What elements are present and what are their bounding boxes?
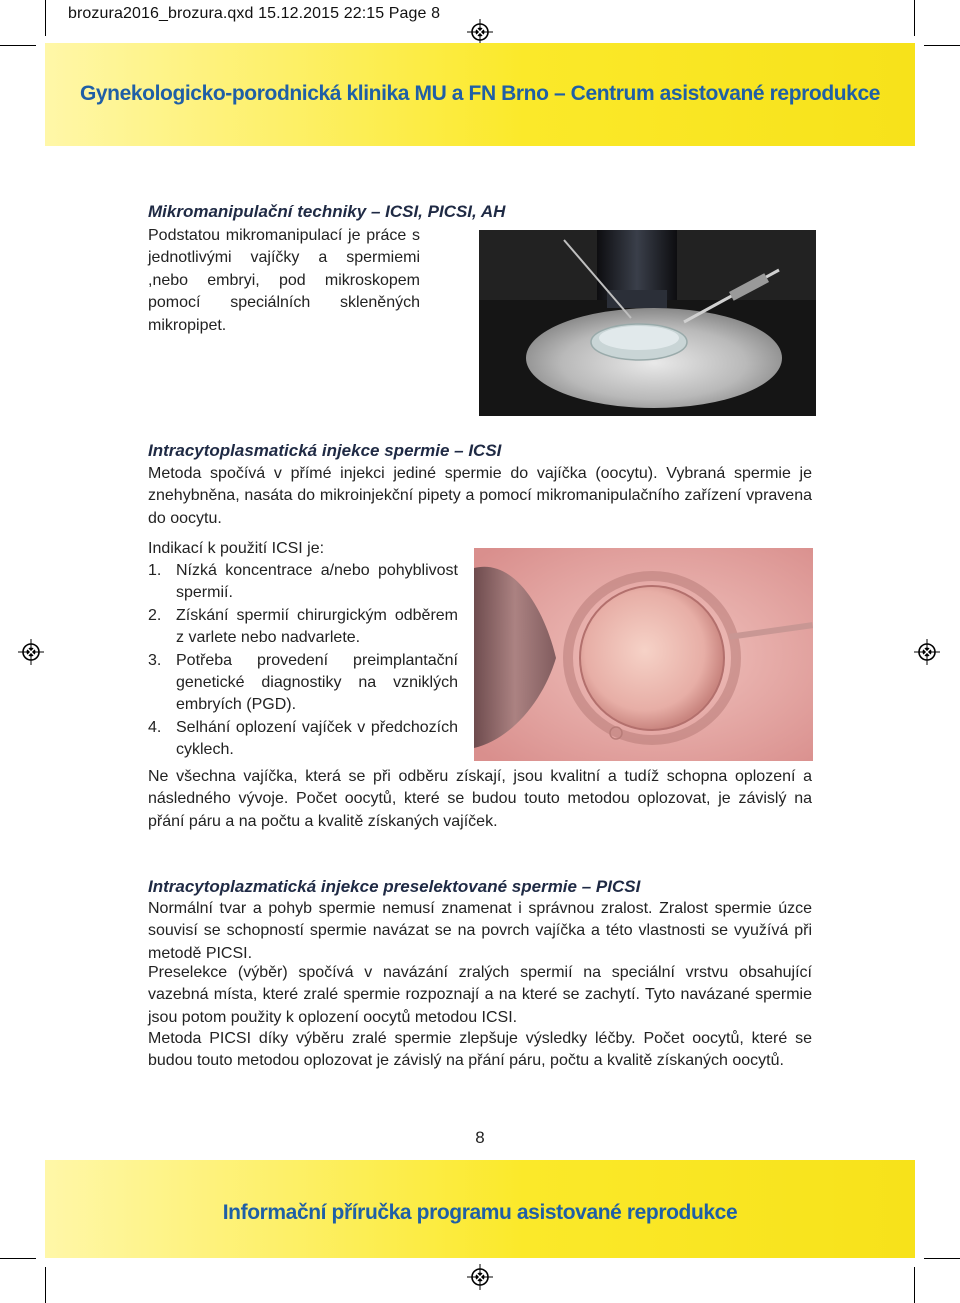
list-item-text: Potřeba provedení preimplantační genetické diagnostiky na vzniklých embryích (PGD). — [176, 651, 458, 714]
indications-list — [148, 560, 458, 762]
picsi-paragraph-3: Metoda PICSI díky výběru zralé spermie zlepšuje výsledky léčby. Počet oocytů, které se budou touto metodou oplozovat je závislý na přání páru, počtu a kvalitě získaných oocytů. — [148, 1030, 812, 1070]
footer-title: Informační příručka programu asistované reprodukce — [222, 1201, 738, 1224]
list-item — [148, 717, 458, 762]
section-heading-icsi: Intracytoplasmatická injekce spermie – ICSI — [148, 441, 502, 460]
list-item-text: Nízká koncentrace a/nebo pohyblivost spermií. — [176, 562, 458, 602]
section-heading-picsi: Intracytoplazmatická injekce preselektované spermie – PICSI — [148, 877, 641, 896]
list-item-text: Získání spermií chirurgickým odběrem z varlete nebo nadvarlete. — [176, 606, 458, 647]
header-band — [45, 43, 915, 146]
page-number: 8 — [475, 1128, 485, 1147]
crop-mark — [924, 1258, 960, 1259]
picsi-paragraph-1: Normální tvar a pohyb spermie nemusí znamenat i správnou zralost. Zralost spermie úzce souvisí se schopností spermie navázat se na povrch vajíčka a této vlastnosti se využívá při metodě PICSI. — [148, 900, 812, 962]
section-heading-micromanipulation: Mikromanipulační techniky – ICSI, PICSI, AH — [148, 202, 506, 221]
registration-mark-icon — [467, 1264, 493, 1290]
registration-mark-icon — [18, 639, 44, 665]
crop-mark — [45, 0, 46, 36]
file-slug: brozura2016_brozura.qxd 15.12.2015 22:15 Page 8 — [68, 5, 441, 22]
crop-mark — [914, 1267, 915, 1303]
header-title: Gynekologicko-porodnická klinika MU a FN Brno – Centrum asistované reprodukce — [79, 82, 881, 105]
crop-mark — [45, 1267, 46, 1303]
list-item-number: 1. — [148, 562, 162, 579]
registration-mark-icon — [467, 19, 493, 45]
section-text-micromanipulation: Podstatou mikromanipulací je práce s jednotlivými vajíčky a spermiemi ,nebo embryi, pod mikroskopem pomocí speciálních skleněných mikropipet. — [148, 227, 420, 334]
list-item — [148, 650, 458, 717]
list-item-number: 4. — [148, 718, 162, 736]
crop-mark — [924, 45, 960, 46]
list-item-text: Selhání oplození vajíček v předchozích cyklech. — [176, 718, 458, 759]
registration-mark-icon — [914, 639, 940, 665]
crop-mark — [0, 45, 36, 46]
list-item-number: 2. — [148, 606, 162, 624]
indications-title: Indikací k použití ICSI je: — [148, 540, 325, 557]
picsi-paragraph-2: Preselekce (výběr) spočívá v navázání zralých spermií na speciální vrstvu obsahující vazebná místa, které zralé spermie rozpoznají a na které se zachytí. Tyto navázané spermie jsou potom použity k oplození oocytů metodou ICSI. — [148, 964, 812, 1026]
crop-mark — [0, 1258, 36, 1259]
list-item — [148, 605, 458, 650]
icsi-closing-text: Ne všechna vajíčka, která se při odběru získají, jsou kvalitní a tudíž schopna oplození a následného vývoje. Počet oocytů, které se budou touto metodou oplozovat, je závislý na přání páru a na počtu a kvalitě získaných vajíček. — [148, 768, 812, 830]
section-text-icsi: Metoda spočívá v přímé injekci jediné spermie do vajíčka (oocytu). Vybraná spermie je znehybněna, nasáta do mikroinjekční pipety a pomocí mikromanipulačního zařízení vpravena do oocytu. — [148, 465, 812, 527]
list-item-number: 3. — [148, 651, 162, 669]
oocyte-injection-photo — [474, 548, 813, 761]
footer-band — [45, 1160, 915, 1258]
crop-mark — [914, 0, 915, 36]
list-item — [148, 560, 458, 605]
micromanipulator-photo — [479, 230, 816, 416]
